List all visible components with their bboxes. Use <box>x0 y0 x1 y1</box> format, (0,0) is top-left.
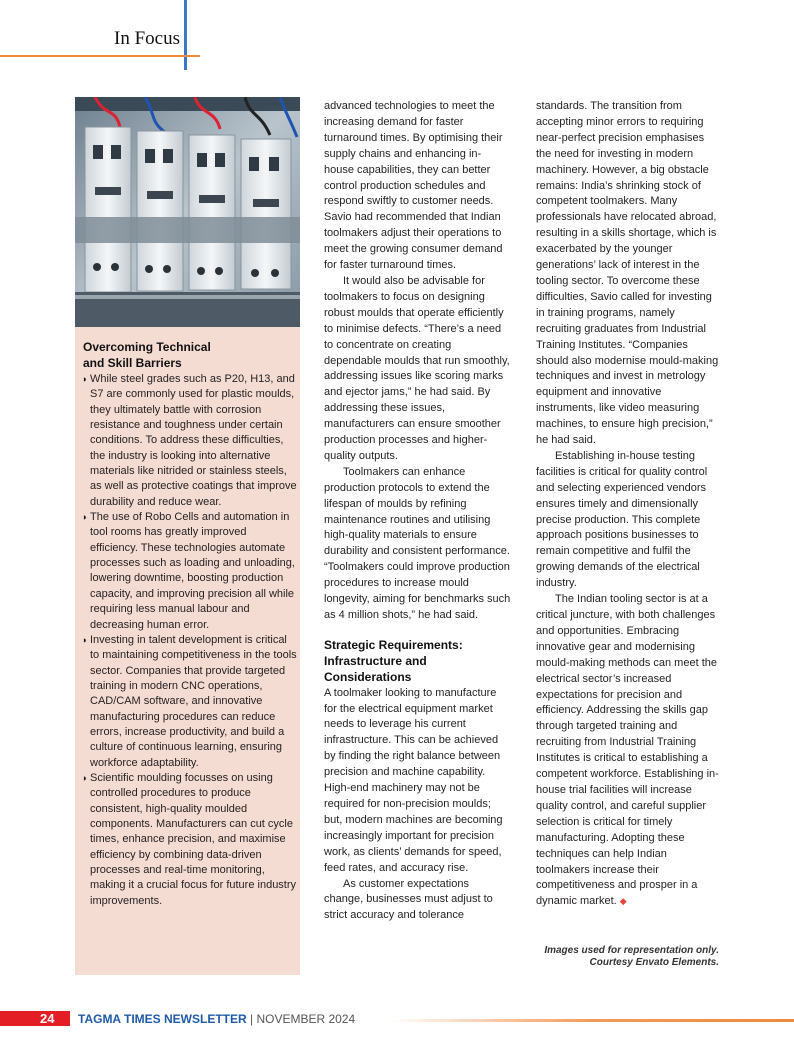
sidebar-heading-line-1: Overcoming Technical <box>83 340 211 354</box>
subheading <box>324 638 511 686</box>
paragraph <box>536 592 721 910</box>
footer-separator: | <box>246 1012 257 1026</box>
publication-name: TAGMA TIMES NEWSLETTER <box>78 1012 247 1026</box>
circuit-breaker-panel-photo <box>75 97 300 327</box>
paragraph: As customer expectations change, businesses must adjust to strict accuracy and tolerance <box>324 877 493 922</box>
subheading-line-3: Considerations <box>324 669 412 684</box>
subheading-line-1: Strategic Requirements: <box>324 637 463 652</box>
sidebar-bullet: ◗ While steel grades such as P20, H13, and S7 are commonly used for plastic moulds, they ultimately battle with corrosion resistance and toughness under certain conditions. To address these difficulties, the industry is looking into alternative materials like nitrided or stainless steels, as well as protective coatings that improve durability and reduce wear. <box>83 372 297 510</box>
sidebar-text <box>83 339 297 909</box>
end-mark-icon: ◆ <box>619 896 627 907</box>
paragraph-text: The Indian tooling sector is at a critical juncture, with both challenges and opportunities. Embracing innovative gear and modernising mould-making methods can meet the electrical sector’s increased expectations for precision and efficiency. Addressing the skills gap through targeted training and recruiting from Industrial Training Institutes is critical to establishing a competent workforce. Establishing in-house trial facilities will increase quality control, and careful supplier selection is critical for timely manufacturing. Adopting these techniques can help Indian toolmakers increase their competitiveness and prosper in a dynamic market. <box>536 593 719 908</box>
paragraph: Establishing in-house testing facilities is critical for quality control and selecting experienced vendors ensures timely and dimensionally precise production. This complete approach positions businesses to remain competitive and fulfil the growing demands of the electrical industry. <box>536 449 708 590</box>
sidebar-bullet: ◗ The use of Robo Cells and automation in tool rooms has greatly improved efficiency. These technologies automate processes such as loading and unloading, lowering downtime, boosting production capacity, and improving precision all while requiring less manual labour and decreasing human error. <box>83 510 297 633</box>
header-vertical-rule <box>184 0 187 70</box>
article-column-3 <box>536 99 721 910</box>
subheading-line-2: Infrastructure and <box>324 653 427 668</box>
sidebar-box <box>75 97 300 975</box>
paragraph: It would also be advisable for toolmakers to focus on designing robust moulds that operate efficiently to minimise defects. “There’s a need to concentrate on creating dependable moulds that run smoothly, addressing issues like scoring marks and ejector jams,” he had said. By addressing these issues, manufacturers can ensure smoother production processes and higher-quality outputs. <box>324 274 510 462</box>
issue-date: NOVEMBER 2024 <box>256 1012 356 1026</box>
page-number: 24 <box>40 1011 55 1026</box>
paragraph: Toolmakers can enhance production protocols to extend the lifespan of moulds by refining maintenance routines and utilising high-quality materials to ensure durability and consistent performance. “Toolmakers could improve production procedures to increase mould longevity, aiming for benchmarks such as 4 million shots,” he had said. <box>324 465 511 621</box>
credit-line-1: Images used for representation only. <box>544 945 719 956</box>
credit-line-2: Courtesy Envato Elements. <box>589 957 719 968</box>
paragraph: advanced technologies to meet the increasing demand for faster turnaround times. By optimising their supply chains and enhancing in-house capabilities, they can better control production schedules and respond swiftly to customer needs. Savio had recommended that Indian toolmakers adjust their operations to meet the growing consumer demand for faster turnaround times. <box>324 100 503 272</box>
paragraph: standards. The transition from accepting minor errors to requiring near-perfect precision emphasises the need for investing in modern machinery. However, a big obstacle remains: India’s shrinking stock of competent toolmakers. Many professionals have relocated abroad, resulting in a skills shortage, which is exacerbated by the younger generations’ lack of interest in the tooling sector. To overcome these difficulties, Savio called for investing in training programs, namely recruiting graduates from Industrial Training Institutes. “Companies should also modernise mould-making techniques and invest in metrology equipment and innovative instruments, like video measuring machines, to ensure high precision,” he had said. <box>536 100 719 447</box>
sidebar-bullet: ◗ Investing in talent development is critical to maintaining competitiveness in the tools sector. Companies that provide targeted training in modern CNC operations, CAD/CAM software, and innovative manufacturing procedures can reduce errors, increase productivity, and build a culture of continuous learning, ensuring workforce adaptability. <box>83 633 297 771</box>
footer-rule <box>388 1019 794 1022</box>
sidebar-bullet: ◗ Scientific moulding focusses on using controlled procedures to produce consistent, high-quality moulded components. Manufacturers can cut cycle times, enhance precision, and maximise efficiency by combining data-driven processes and real-time monitoring, making it a crucial focus for future industry improvements. <box>83 771 297 909</box>
sidebar-heading-line-2: and Skill Barriers <box>83 356 182 370</box>
image-credit <box>521 945 719 969</box>
sidebar-heading <box>83 339 297 371</box>
paragraph: A toolmaker looking to manufacture for the electrical equipment market needs to leverage his current infrastructure. This can be achieved by finding the right balance between precision and machine capability. High-end machinery may not be required for non-precision moulds; but, modern machines are becoming increasingly important for precision work, as clients’ demands for speed, feed rates, and accuracy rise. <box>324 686 503 874</box>
section-label: In Focus <box>114 28 180 49</box>
article-column-2 <box>324 99 511 924</box>
footer-page-bar <box>0 1011 70 1026</box>
footer-publication <box>78 1012 355 1027</box>
header-horizontal-rule <box>0 55 200 57</box>
